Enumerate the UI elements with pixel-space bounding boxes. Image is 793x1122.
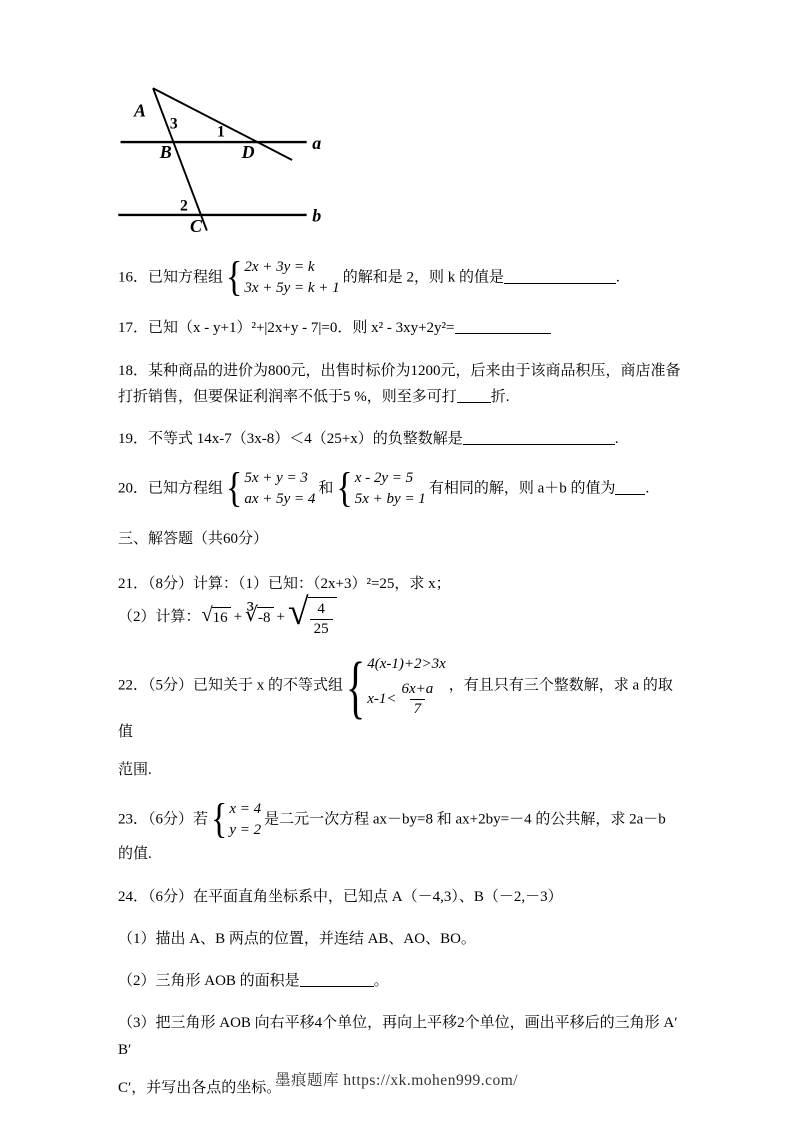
question-24-part1: （1）描出 A、B 两点的位置，并连结 AB、AO、BO。 (118, 930, 476, 947)
q20-mid: 和 (318, 480, 334, 497)
q21-part1: 21．（8分）计算：（1）已知：（2x+3）²=25，求 x； (118, 575, 451, 592)
q20-sys2-eq2: 5x + by = 1 (354, 491, 426, 508)
left-brace: { (211, 796, 228, 843)
answer-blank (455, 319, 551, 334)
q20-sys2-eq1: x - 2y = 5 (354, 470, 414, 487)
answer-blank (457, 388, 491, 403)
q18-post: 折. (490, 388, 510, 405)
q16-post: 的解和是 2，则 k 的值是 (342, 269, 504, 286)
numerator: 6x+a (401, 681, 434, 698)
line-b-label: b (312, 205, 322, 226)
q23-eq2: y = 2 (229, 822, 262, 839)
left-brace: { (226, 254, 243, 301)
fraction (310, 600, 333, 639)
radicand (308, 597, 337, 639)
sqrt-frac-4-25 (287, 591, 337, 639)
point-D-label: D (241, 141, 255, 162)
question-20 (118, 465, 684, 512)
question-21 (118, 571, 684, 639)
q22-system (346, 646, 446, 725)
question-16 (118, 254, 684, 301)
cube-root-sign: ∛ (245, 604, 259, 627)
fraction (398, 680, 438, 719)
q24-part2-pre: （2）三角形 AOB 的面积是 (118, 973, 300, 989)
q23-eq1: x = 4 (229, 801, 262, 818)
angle-1-label: 1 (216, 123, 225, 141)
angle-3-label: 3 (169, 115, 178, 133)
q21-part2-pre: （2）计算： (118, 609, 201, 626)
question-22 (118, 646, 684, 745)
exam-content (118, 86, 684, 1117)
answer-blank (504, 269, 616, 284)
question-24-line1: 24．（6分）在平面直角坐标系中，已知点 A（－4,3）、B（－2,－3） (118, 888, 563, 905)
answer-blank (463, 430, 615, 445)
q23-pre: 23．（6分）若 (118, 811, 209, 828)
left-brace: { (336, 465, 353, 512)
question-24-part3-cont: C′，并写出各点的坐标。 (118, 1079, 282, 1096)
plus-operator: + (233, 609, 243, 626)
point-A-label: A (133, 100, 146, 121)
q20-system-1 (226, 465, 316, 512)
q20-pre: 20．已知方程组 (118, 480, 224, 497)
question-18 (118, 358, 684, 411)
point-C-label: C (190, 215, 203, 234)
question-23 (118, 796, 684, 867)
q20-sys1-eq2: ax + 5y = 4 (244, 491, 316, 508)
plus-operator: + (276, 609, 285, 626)
answer-blank (300, 972, 374, 987)
geometry-figure (118, 86, 684, 243)
left-brace: { (346, 646, 366, 725)
q19-period: . (614, 431, 619, 447)
radicand: 16 (212, 607, 231, 627)
q22-post: ，有且只有三个整数解，求 a 的取值 (118, 677, 673, 740)
q22-eq1: 4(x-1)+2>3x (367, 656, 446, 673)
q20-post: 有相同的解，则 a＋b 的值为 (428, 480, 616, 497)
line-a-label: a (312, 132, 322, 153)
sqrt-16 (201, 604, 231, 627)
radical-sign: √ (287, 591, 309, 633)
q21-part2 (118, 591, 338, 639)
cbrt-neg8 (245, 604, 273, 627)
parallel-lines-diagram (118, 86, 326, 234)
q19-text: 19．不等式 14x-7（3x-8）＜4（25+x）的负整数解是 (118, 431, 463, 447)
q16-eq1: 2x + 3y = k (244, 259, 315, 276)
q23-post: 是二元一次方程 ax－by=8 和 ax+2by=－4 的公共解，求 2a－b 的值. (118, 811, 666, 863)
section-3-heading: 三、解答题（共60分） (118, 531, 269, 548)
q16-period: . (615, 269, 620, 286)
footer-text: 墨痕题库 https://xk.mohen999.com/ (274, 1072, 519, 1089)
q20-system-2 (336, 465, 426, 512)
point-B-label: B (159, 141, 172, 162)
question-22-cont: 范围. (118, 762, 152, 778)
question-24-part3: （3）把三角形 AOB 向右平移4个单位，再向上平移2个单位，画出平移后的三角形 A′ B′ (118, 1015, 678, 1058)
q16-pre: 16．已知方程组 (118, 269, 224, 286)
q20-period: . (645, 480, 650, 497)
question-24-part2 (118, 968, 684, 994)
radicand: -8 (257, 607, 274, 627)
question-19 (118, 426, 684, 452)
q23-system (211, 796, 262, 843)
left-brace: { (226, 465, 243, 512)
q18-text: 18．某种商品的进价为800元，出售时标价为1200元，后来由于该商品积压，商店准备打折销售，但要保证利润率不低于5 %，则至多可打 (118, 362, 681, 405)
q17-text: 17．已知（x - y+1）²+|2x+y - 7|=0．则 x² - 3xy+2y²= (118, 320, 455, 337)
q24-part2-post: 。 (373, 973, 389, 989)
answer-blank (615, 480, 645, 495)
q16-eq2: 3x + 5y = k + 1 (244, 280, 340, 297)
q20-sys1-eq1: 5x + y = 3 (244, 470, 308, 487)
footer-watermark (0, 1068, 793, 1090)
denominator: 7 (410, 699, 426, 719)
q22-pre: 22．（5分）已知关于 x 的不等式组 (118, 677, 344, 694)
q22-eq2-pre: x-1< (367, 691, 397, 707)
question-17 (118, 315, 684, 341)
q16-system (226, 254, 340, 301)
denominator: 25 (310, 619, 333, 639)
angle-2-label: 2 (179, 197, 188, 215)
numerator: 4 (317, 600, 325, 617)
q22-eq2 (367, 680, 446, 719)
radical-sign: √ (201, 604, 213, 627)
